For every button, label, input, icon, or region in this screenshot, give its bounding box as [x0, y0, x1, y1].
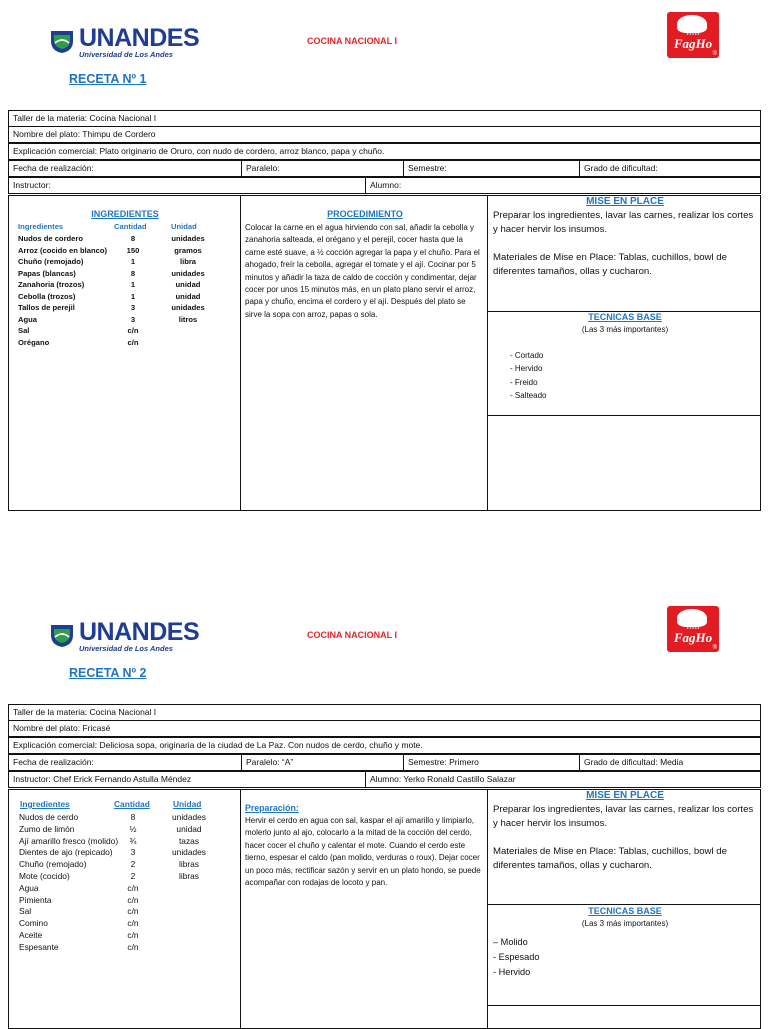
ingredient-name: Chuño (remojado) — [19, 859, 87, 870]
course-title: COCINA NACIONAL I — [307, 630, 397, 640]
ingredient-qty: c/n — [127, 929, 139, 940]
ingredient-unit: unidades — [171, 268, 205, 278]
ingredient-qty: 2 — [130, 859, 136, 870]
ingredient-qty: c/n — [127, 337, 139, 347]
ingredient-name: Zanahoria (trozos) — [18, 280, 85, 289]
ingredient-unit: unidades — [172, 847, 206, 858]
ingredient-name: Aceite — [19, 929, 43, 940]
brand-subtitle: Universidad de Los Andes — [79, 50, 173, 59]
ingredient-name: Pimienta — [19, 894, 52, 905]
ingredient-qty: 1 — [130, 280, 136, 289]
ingredient-qty: 8 — [130, 268, 136, 278]
ingredient-qty: c/n — [127, 894, 139, 905]
tecnicas-list: – Molido - Espesado - Hervido — [493, 937, 540, 977]
mise-heading: MISE EN PLACE — [586, 196, 664, 207]
registered-mark: ® — [712, 51, 717, 57]
ingredient-qty: c/n — [127, 941, 139, 952]
mise-heading: MISE EN PLACE — [586, 790, 664, 801]
ingredient-unit: libras — [178, 859, 199, 870]
fagho-logo: ★★★★★ FagHo ® — [667, 12, 719, 58]
tecnicas-heading: TECNICAS BASE — [588, 312, 662, 322]
fagho-logo: ★★★★★ FagHo ® — [667, 606, 719, 652]
procedure-text: Colocar la carne en el agua hirviendo con sal, añadir la cebolla y zanahoria salteada, el orégano y el perejil, cocer hasta que la carne esté suave, a ½ cocción agregar la papa y el chuño. Para el ahogado, freír la cebolla, agregar el tomate y el ají. Cocinar por 5 minutos y añadir la taza de caldo de cocción y condimentar, dejar cocer por unos 15 minutos más, en un plato plano servir el arroz, papa y chuño, encima el cordero y el ají. Después del plato se sirve la sopa con arroz, papas o sola. — [245, 223, 480, 319]
taller-row: Taller de la materia: Cocina Nacional I — [8, 704, 761, 721]
ingredient-qty: 1 — [130, 257, 136, 266]
ingredient-qty: ½ — [129, 823, 137, 834]
university-emblem-icon — [49, 27, 75, 53]
ingredient-name: Nudos de cordero — [18, 234, 83, 243]
instructor-row: Instructor: Chef Erick Fernando Astulla Méndez Alumno: Yerko Ronald Castillo Salazar — [8, 771, 761, 788]
ingredient-name: Zumo de limón — [19, 823, 75, 834]
ingredient-qty: 2 — [130, 870, 136, 881]
unandes-logo — [49, 24, 200, 59]
ingredient-unit: tazas — [178, 835, 200, 846]
ingredient-name: Tallos de perejil — [18, 303, 75, 312]
ingredient-qty: 8 — [130, 234, 136, 243]
ingredient-name: Papas (blancas) — [18, 268, 76, 278]
ingredient-name: Nudos de cerdo — [19, 812, 79, 822]
ingredient-qty: c/n — [127, 326, 139, 335]
ingredient-name: Cebolla (trozos) — [18, 291, 76, 301]
ingredient-qty: 3 — [130, 303, 136, 312]
ingredient-name: Chuño (remojado) — [18, 257, 84, 266]
ingredient-unit: unidad — [175, 291, 201, 301]
ingredient-unit: unidades — [172, 812, 206, 822]
chef-hat-icon — [677, 609, 707, 627]
recipe-title: RECETA Nº 2 — [69, 666, 147, 680]
ingredient-unit: litros — [178, 314, 198, 324]
ingredient-name: Agua — [18, 314, 37, 324]
ingredient-name: Comino — [19, 918, 48, 929]
ingredient-qty: ¾ — [129, 835, 137, 846]
ingredient-qty: 1 — [130, 291, 136, 301]
taller-row: Taller de la materia: Cocina Nacional I — [8, 110, 761, 127]
explicacion-row: Explicación comercial: Deliciosa sopa, originaria de la ciudad de La Paz. Con nudos de cerdo, chuño y mote. — [8, 737, 761, 754]
procedure-heading: PROCEDIMIENTO — [327, 209, 403, 219]
procedure-heading: Preparación: — [245, 803, 299, 813]
ingredients-heading: INGREDIENTES — [91, 209, 159, 219]
tecnicas-subtitle: (Las 3 más importantes) — [581, 919, 669, 928]
ingredient-name: Orégano — [18, 337, 50, 347]
course-title: COCINA NACIONAL I — [307, 36, 397, 46]
ingredient-unit: unidades — [171, 234, 205, 243]
ingredient-qty: 3 — [130, 847, 136, 858]
tecnicas-heading: TECNICAS BASE — [588, 906, 662, 916]
mise-text: Preparar los ingredientes, lavar las carnes, realizar los cortes y hacer hervir los insumos. Materiales de Mise en Place: Tablas, cuchillos, bowl de diferentes tamaños, ollas y cucharon. — [493, 804, 754, 871]
registered-mark: ® — [712, 645, 717, 651]
university-emblem-icon — [49, 621, 75, 647]
mise-text: Preparar los ingredientes, lavar las carnes, realizar los cortes y hacer hervir los insumos. Materiales de Mise en Place: Tablas, cuchillos, bowl de diferentes tamaños, ollas y cucharon. — [493, 210, 754, 277]
ingredient-qty: 150 — [126, 245, 140, 255]
partner-name: FagHo — [673, 630, 713, 645]
ingredient-qty: c/n — [127, 906, 139, 917]
ingredient-unit: libra — [179, 257, 197, 266]
ingredient-unit: unidades — [171, 303, 205, 312]
fecha-row: Fecha de realización: Paralelo: Semestre: Grado de dificultad: — [8, 160, 761, 177]
procedure-text: Hervir el cerdo en agua con sal, kaspar el ají amarillo y limpiarlo, molerlo junto al ajo, colocarlo a la mitad de la cocción del cerdo, hacer cocer el chuño y calentar el mote. Cuando el cerdo este tierno, espesar el caldo (pan molido, verduras o roux). Dejar cocer un poco más, rectificar sazón y servir en un plato hondo, se puede acompañar con rodajas de locoto y pan. — [245, 816, 481, 888]
partner-name: FagHo — [673, 36, 713, 51]
instructor-row: Instructor: Alumno: — [8, 177, 761, 194]
plato-row: Nombre del plato: Thimpu de Cordero — [8, 126, 761, 143]
tecnicas-list: - Cortado - Hervido - Freido - Salteado — [510, 351, 547, 400]
brand-subtitle: Universidad de Los Andes — [79, 644, 173, 653]
ingredient-qty: c/n — [127, 918, 139, 929]
ingredient-unit: libras — [178, 870, 199, 881]
plato-row: Nombre del plato: Fricasé — [8, 720, 761, 737]
ingredient-unit: unidad — [175, 280, 201, 289]
ingredient-name: Ají amarillo fresco (molido) — [19, 835, 119, 846]
ingredient-name: Arroz (cocido en blanco) — [18, 245, 108, 255]
explicacion-row: Explicación comercial: Plato originario de Oruro, con nudo de cordero, arroz blanco, papa y chuño. — [8, 143, 761, 160]
ingredient-qty: 3 — [130, 314, 136, 324]
tecnicas-subtitle: (Las 3 más importantes) — [581, 325, 669, 334]
ingredient-qty: 8 — [130, 812, 136, 822]
ingredient-unit: unidad — [176, 823, 202, 834]
fecha-row: Fecha de realización: Paralelo: “A” Semestre: Primero Grado de dificultad: Media — [8, 754, 761, 771]
brand-name: UNANDES — [79, 24, 200, 52]
ingredient-name: Sal — [18, 326, 30, 335]
ingredient-qty: c/n — [127, 882, 139, 893]
recipe-title: RECETA Nº 1 — [69, 72, 147, 86]
chef-hat-icon — [677, 15, 707, 33]
ingredient-name: Espesante — [19, 941, 59, 952]
unandes-logo — [49, 618, 200, 653]
brand-name: UNANDES — [79, 618, 200, 646]
ingredient-name: Agua — [19, 882, 39, 893]
ingredient-name: Dientes de ajo (repicado) — [19, 847, 113, 858]
ingredient-unit: gramos — [174, 245, 202, 255]
ingredient-name: Mote (cocido) — [19, 870, 70, 881]
ingredient-name: Sal — [19, 906, 32, 917]
